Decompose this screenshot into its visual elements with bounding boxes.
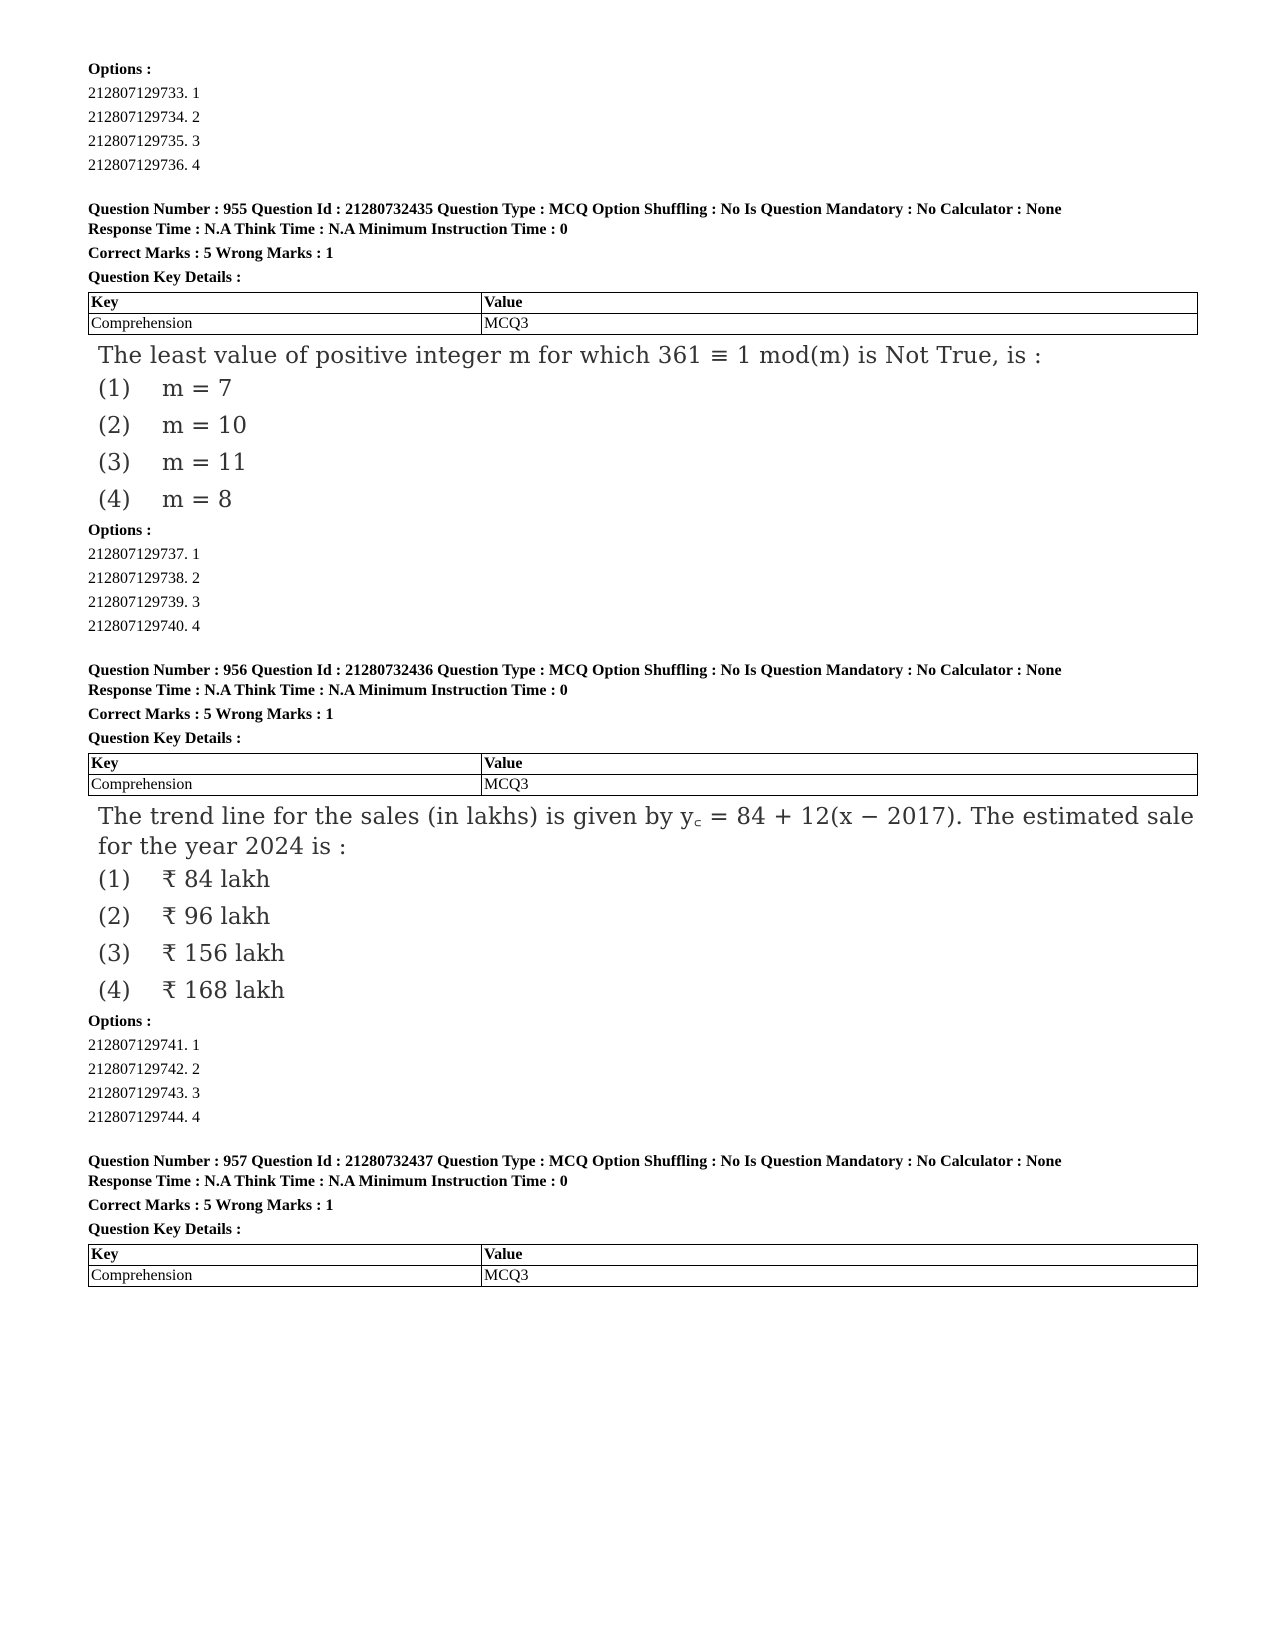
question-timing: Response Time : N.A Think Time : N.A Minimum Instruction Time : 0 <box>88 682 568 699</box>
table-header-key: Key <box>89 754 482 775</box>
choice-item <box>98 899 1198 936</box>
choice-number: (2) <box>98 413 131 439</box>
question-block <box>88 1152 1198 1287</box>
choice-text: m = 10 <box>162 413 247 439</box>
question-stem: The trend line for the sales (in lakhs) is given by y꜀ = 84 + 12(x − 2017). The estimated sale for the year 2024 is : <box>98 804 1195 860</box>
option-item: 212807129743. 3 <box>88 1085 200 1102</box>
choice-item <box>98 408 1198 445</box>
option-item: 212807129739. 3 <box>88 594 200 611</box>
choice-item <box>98 862 1198 899</box>
question-header: Question Number : 957 Question Id : 21280732437 Question Type : MCQ Option Shuffling : No Is Question Mandatory : No Calculator : None <box>88 1153 1062 1170</box>
table-header-value: Value <box>482 1245 1198 1266</box>
key-details-table <box>88 1244 1198 1287</box>
table-cell-key: Comprehension <box>89 775 482 796</box>
choice-item <box>98 973 1198 1010</box>
table-cell-value: MCQ3 <box>482 1266 1198 1287</box>
key-details-label: Question Key Details : <box>88 269 242 286</box>
question-marks: Correct Marks : 5 Wrong Marks : 1 <box>88 1197 334 1214</box>
option-item: 212807129740. 4 <box>88 618 200 635</box>
table-header-key: Key <box>89 1245 482 1266</box>
choice-number: (4) <box>98 978 131 1004</box>
options-label: Options : <box>88 61 152 78</box>
table-cell-value: MCQ3 <box>482 775 1198 796</box>
question-marks: Correct Marks : 5 Wrong Marks : 1 <box>88 245 334 262</box>
choice-number: (1) <box>98 867 131 893</box>
table-cell-key: Comprehension <box>89 1266 482 1287</box>
question-block <box>88 200 1198 639</box>
option-item: 212807129736. 4 <box>88 157 200 174</box>
document-page <box>88 58 1198 1287</box>
option-item: 212807129744. 4 <box>88 1109 200 1126</box>
question-timing: Response Time : N.A Think Time : N.A Minimum Instruction Time : 0 <box>88 1173 568 1190</box>
choice-number: (3) <box>98 450 131 476</box>
choice-text: ₹ 96 lakh <box>162 904 271 930</box>
option-item: 212807129738. 2 <box>88 570 200 587</box>
question-content <box>88 802 1198 1010</box>
option-item: 212807129741. 1 <box>88 1037 200 1054</box>
choice-item <box>98 371 1198 408</box>
key-details-table <box>88 292 1198 335</box>
question-block <box>88 661 1198 1130</box>
key-details-table <box>88 753 1198 796</box>
option-item: 212807129734. 2 <box>88 109 200 126</box>
key-details-label: Question Key Details : <box>88 730 242 747</box>
key-details-label: Question Key Details : <box>88 1221 242 1238</box>
option-item: 212807129735. 3 <box>88 133 200 150</box>
choice-item <box>98 445 1198 482</box>
question-content <box>88 341 1198 519</box>
option-item: 212807129742. 2 <box>88 1061 200 1078</box>
table-cell-key: Comprehension <box>89 314 482 335</box>
choice-number: (4) <box>98 487 131 513</box>
choice-text: ₹ 84 lakh <box>162 867 271 893</box>
choice-text: ₹ 168 lakh <box>162 978 285 1004</box>
question-header: Question Number : 956 Question Id : 21280732436 Question Type : MCQ Option Shuffling : No Is Question Mandatory : No Calculator : None <box>88 662 1062 679</box>
choice-number: (2) <box>98 904 131 930</box>
option-item: 212807129737. 1 <box>88 546 200 563</box>
choice-number: (1) <box>98 376 131 402</box>
options-label: Options : <box>88 1013 152 1030</box>
question-stem: The least value of positive integer m for which 361 ≡ 1 mod(m) is Not True, is : <box>98 343 1042 369</box>
choice-text: ₹ 156 lakh <box>162 941 285 967</box>
table-header-value: Value <box>482 754 1198 775</box>
choice-text: m = 7 <box>162 376 233 402</box>
choice-item <box>98 482 1198 519</box>
options-label: Options : <box>88 522 152 539</box>
choice-number: (3) <box>98 941 131 967</box>
prev-question-options <box>88 58 1198 178</box>
table-cell-value: MCQ3 <box>482 314 1198 335</box>
question-header: Question Number : 955 Question Id : 21280732435 Question Type : MCQ Option Shuffling : No Is Question Mandatory : No Calculator : None <box>88 201 1062 218</box>
table-header-key: Key <box>89 293 482 314</box>
choice-text: m = 8 <box>162 487 233 513</box>
table-header-value: Value <box>482 293 1198 314</box>
question-marks: Correct Marks : 5 Wrong Marks : 1 <box>88 706 334 723</box>
option-item: 212807129733. 1 <box>88 85 200 102</box>
question-timing: Response Time : N.A Think Time : N.A Minimum Instruction Time : 0 <box>88 221 568 238</box>
choice-text: m = 11 <box>162 450 247 476</box>
choice-item <box>98 936 1198 973</box>
